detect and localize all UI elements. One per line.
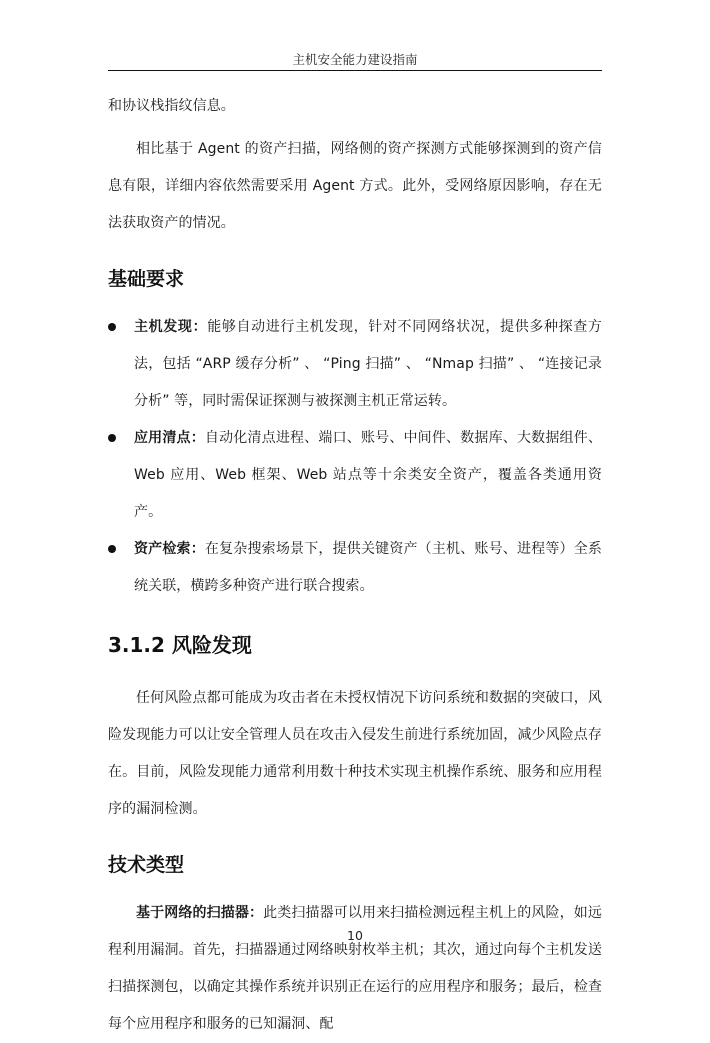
- bullet-icon: [108, 434, 116, 442]
- list-item-text: 在复杂搜索场景下，提供关键资产（主机、账号、进程等）全系统关联，横跨多种资产进行联合搜索。: [134, 541, 602, 594]
- heading-basic-requirements: 基础要求: [108, 268, 185, 290]
- page-header: 主机安全能力建设指南: [292, 52, 418, 67]
- bullet-icon: [108, 545, 116, 553]
- page-body: [108, 88, 602, 1043]
- header-divider: [108, 70, 602, 71]
- list-item-app-inventory: [108, 420, 602, 531]
- list-item-term: 资产检索：: [134, 541, 205, 557]
- page-number: 10: [347, 928, 363, 943]
- scanner-text: 此类扫描器可以用来扫描检测远程主机上的风险，如远程利用漏洞。首先，扫描器通过网络映射枚举主机；其次，通过向每个主机发送扫描探测包，以确定其操作系统并识别正在运行的应用程序和服务；最后，检查每个应用程序和服务的已知漏洞、配: [108, 905, 602, 1032]
- heading-technology-types: 技术类型: [108, 854, 185, 876]
- paragraph-risk-discovery: 任何风险点都可能成为攻击者在未授权情况下访问系统和数据的突破口，风险发现能力可以让安全管理人员在攻击入侵发生前进行系统加固，减少风险点存在。目前，风险发现能力通常利用数十种技术实现主机操作系统、服务和应用程序的漏洞检测。: [108, 690, 602, 817]
- list-item-host-discovery: [108, 309, 602, 420]
- list-item-term: 应用清点：: [134, 430, 205, 446]
- scanner-term: 基于网络的扫描器：: [136, 905, 264, 921]
- paragraph-continuation: 和协议栈指纹信息。: [108, 98, 235, 114]
- list-item-term: 主机发现：: [134, 319, 208, 335]
- section-title-risk-discovery: 3.1.2 风险发现: [108, 633, 252, 657]
- requirements-list: [108, 309, 602, 605]
- bullet-icon: [108, 323, 116, 331]
- list-item-text: 能够自动进行主机发现，针对不同网络状况，提供多种探查方法，包括 “ARP 缓存分析” 、 “Ping 扫描” 、 “Nmap 扫描” 、 “连接记录分析” 等，同时需保证探测与被探测主机正常运转。: [134, 319, 603, 409]
- list-item-text: 自动化清点进程、端口、账号、中间件、数据库、大数据组件、Web 应用、Web 框架、Web 站点等十余类安全资产，覆盖各类通用资产。: [134, 430, 602, 520]
- paragraph-network-scanner: [108, 895, 602, 1043]
- paragraph-agent-compare: 相比基于 Agent 的资产扫描，网络侧的资产探测方式能够探测到的资产信息有限，详细内容依然需要采用 Agent 方式。此外，受网络原因影响，存在无法获取资产的情况。: [108, 141, 602, 231]
- list-item-asset-search: [108, 531, 602, 605]
